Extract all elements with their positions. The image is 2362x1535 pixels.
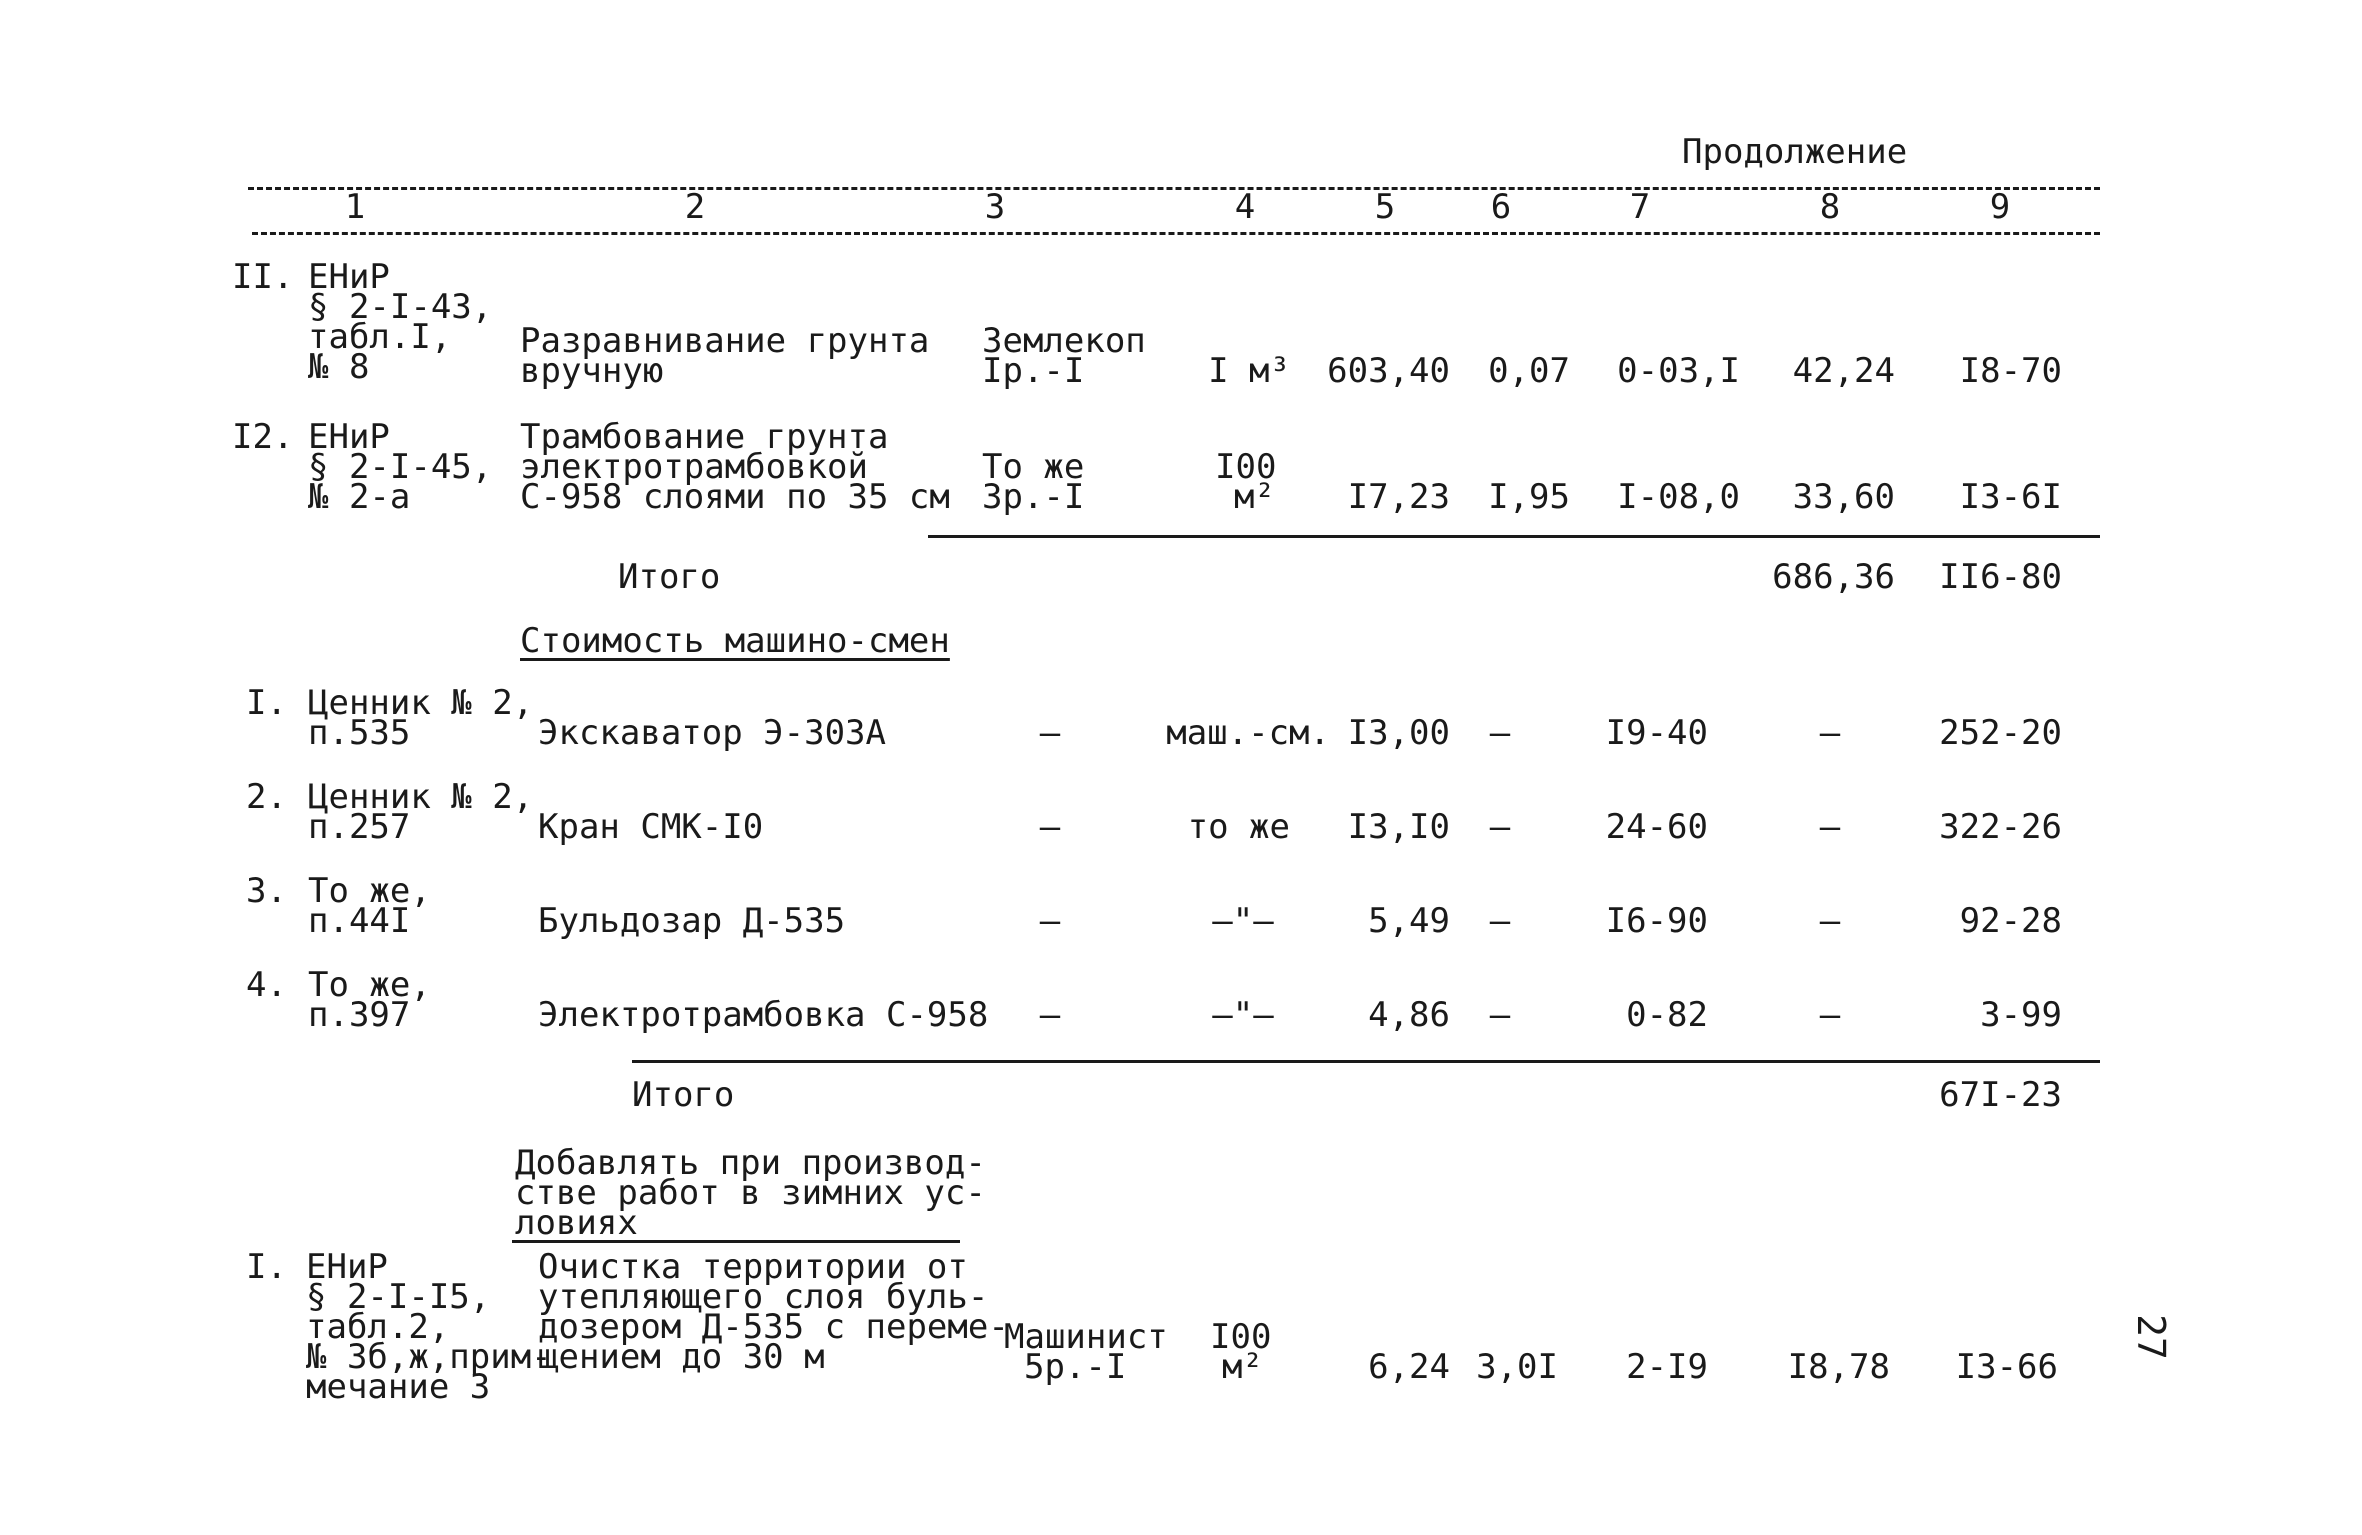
- ref-line: ЕНиР: [308, 417, 390, 457]
- col8-value: –: [1819, 807, 1841, 847]
- total-col8: 686,36: [1772, 557, 1895, 597]
- col3-value: –: [1039, 713, 1061, 753]
- unit-value: I00: [1215, 447, 1277, 487]
- row-number: 2.: [246, 777, 287, 817]
- col7-value: 24-60: [1605, 807, 1708, 847]
- col3-value: –: [1039, 901, 1061, 941]
- unit-value: I00: [1210, 1317, 1272, 1357]
- col4-value: –"–: [1212, 901, 1274, 941]
- col8-value: –: [1819, 995, 1841, 1035]
- total-col9: II6-80: [1939, 557, 2062, 597]
- col-header-2: 2: [684, 187, 706, 227]
- ref-line: Ценник № 2,: [308, 683, 534, 723]
- total2-rule: [632, 1060, 2100, 1063]
- ref-line: мечание 3: [306, 1367, 491, 1407]
- description-line: вручную: [520, 351, 664, 391]
- col5-value: 603,40: [1327, 351, 1450, 391]
- col8-value: I8,78: [1787, 1347, 1890, 1387]
- description-line: электротрамбовкой: [520, 447, 868, 487]
- description-line: утепляющего слоя буль-: [538, 1277, 989, 1317]
- col6-value: –: [1489, 713, 1511, 753]
- row-number: I2.: [232, 417, 294, 457]
- col-header-7: 7: [1629, 187, 1651, 227]
- worker-line: Землекоп: [982, 321, 1146, 361]
- col-header-5: 5: [1374, 187, 1396, 227]
- col5-value: 6,24: [1368, 1347, 1450, 1387]
- page-number: 27: [2128, 1314, 2173, 1360]
- col-header-4: 4: [1234, 187, 1256, 227]
- col8-value: –: [1819, 901, 1841, 941]
- col5-value: I3,I0: [1347, 807, 1450, 847]
- ref-line: То же,: [308, 965, 431, 1005]
- ref-line: № 3б,ж,прим-: [306, 1337, 552, 1377]
- col-header-8: 8: [1819, 187, 1841, 227]
- ref-line: табл.I,: [308, 317, 452, 357]
- col6-value: –: [1489, 995, 1511, 1035]
- col6-value: –: [1489, 901, 1511, 941]
- col9-value: 322-26: [1939, 807, 2062, 847]
- col6-value: I,95: [1488, 477, 1570, 517]
- description-line: дозером Д-535 с переме-: [538, 1307, 1009, 1347]
- winter-title-rule: [512, 1240, 960, 1243]
- description-line: Очистка территории от: [538, 1247, 968, 1287]
- col9-value: I8-70: [1959, 351, 2062, 391]
- worker-line: 3р.-I: [982, 477, 1085, 517]
- col4-value: маш.-см.: [1166, 713, 1330, 753]
- col-header-3: 3: [984, 187, 1006, 227]
- row-number: 4.: [246, 965, 287, 1005]
- col5-value: 4,86: [1368, 995, 1450, 1035]
- ref-line: п.397: [308, 995, 411, 1035]
- ref-line: № 8: [308, 347, 370, 387]
- col9-value: I3-66: [1955, 1347, 2058, 1387]
- winter-section-title-line: ловиях: [515, 1203, 638, 1243]
- ref-line: № 2-а: [308, 477, 411, 517]
- col8-value: –: [1819, 713, 1841, 753]
- unit-value: I м³: [1208, 351, 1290, 391]
- header-bottom-rule: [252, 232, 2100, 235]
- description: Экскаватор Э-303А: [538, 713, 886, 753]
- col5-value: I3,00: [1347, 713, 1450, 753]
- col4-value: то же: [1187, 807, 1290, 847]
- col6-value: 3,0I: [1476, 1347, 1558, 1387]
- machine-section-title: Стоимость машино-смен: [520, 621, 950, 661]
- ref-line: п.44I: [308, 901, 411, 941]
- continuation-label: Продолжение: [1682, 132, 1908, 172]
- ref-line: То же,: [308, 871, 431, 911]
- total1-rule: [928, 535, 2100, 538]
- col7-value: I-08,0: [1617, 477, 1740, 517]
- col7-value: I6-90: [1605, 901, 1708, 941]
- col7-value: 0-03,I: [1617, 351, 1740, 391]
- worker-line: Iр.-I: [982, 351, 1085, 391]
- ref-line: табл.2,: [306, 1307, 450, 1347]
- description-line: С-958 слоями по 35 см: [520, 477, 950, 517]
- row-number: I.: [246, 1247, 287, 1287]
- worker-line: Машинист: [1004, 1317, 1168, 1357]
- description: Электротрамбовка С-958: [538, 995, 989, 1035]
- col9-value: I3-6I: [1959, 477, 2062, 517]
- row-number: II.: [232, 257, 294, 297]
- col-header-1: 1: [344, 187, 366, 227]
- row-number: 3.: [246, 871, 287, 911]
- unit-value: м²: [1234, 477, 1275, 517]
- col7-value: I9-40: [1605, 713, 1708, 753]
- col7-value: 2-I9: [1626, 1347, 1708, 1387]
- col4-value: –"–: [1212, 995, 1274, 1035]
- col6-value: 0,07: [1488, 351, 1570, 391]
- col7-value: 0-82: [1626, 995, 1708, 1035]
- ref-line: § 2-I-45,: [308, 447, 493, 487]
- ref-line: п.535: [308, 713, 411, 753]
- description-line: щением до 30 м: [538, 1337, 825, 1377]
- ref-line: Ценник № 2,: [308, 777, 534, 817]
- col9-value: 92-28: [1959, 901, 2062, 941]
- col9-value: 3-99: [1980, 995, 2062, 1035]
- col5-value: I7,23: [1347, 477, 1450, 517]
- col8-value: 33,60: [1792, 477, 1895, 517]
- total-label: Итого: [632, 1075, 735, 1115]
- col3-value: –: [1039, 995, 1061, 1035]
- col6-value: –: [1489, 807, 1511, 847]
- ref-line: § 2-I-43,: [308, 287, 493, 327]
- col9-value: 252-20: [1939, 713, 2062, 753]
- col3-value: –: [1039, 807, 1061, 847]
- total-col9: 67I-23: [1939, 1075, 2062, 1115]
- description-line: Разравнивание грунта: [520, 321, 930, 361]
- winter-section-title-line: стве работ в зимних ус-: [515, 1173, 986, 1213]
- col8-value: 42,24: [1792, 351, 1895, 391]
- description-line: Трамбование грунта: [520, 417, 889, 457]
- col-header-6: 6: [1490, 187, 1512, 227]
- unit-value: м²: [1222, 1347, 1263, 1387]
- col5-value: 5,49: [1368, 901, 1450, 941]
- total-label: Итого: [618, 557, 721, 597]
- col-header-9: 9: [1989, 187, 2011, 227]
- description: Кран СМК-I0: [538, 807, 764, 847]
- worker-line: То же: [982, 447, 1085, 487]
- ref-line: п.257: [308, 807, 411, 847]
- ref-line: § 2-I-I5,: [306, 1277, 491, 1317]
- ref-line: ЕНиР: [308, 257, 390, 297]
- worker-line: 5р.-I: [1024, 1347, 1127, 1387]
- description: Бульдозар Д-535: [538, 901, 846, 941]
- row-number: I.: [246, 683, 287, 723]
- ref-line: ЕНиР: [306, 1247, 388, 1287]
- winter-section-title-line: Добавлять при производ-: [515, 1143, 986, 1183]
